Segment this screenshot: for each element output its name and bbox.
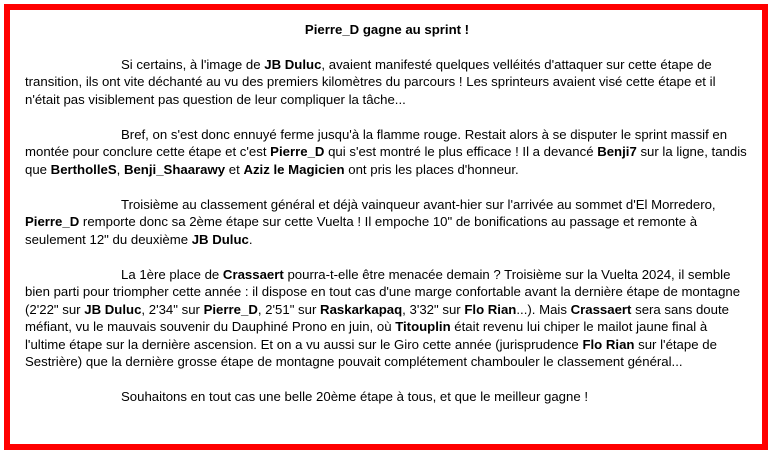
rider-name: Raskarkapaq [320,301,403,317]
rider-name: JB Duluc [191,231,249,247]
rider-name: Flo Rian [464,301,517,317]
rider-name: Benji7 [597,144,637,159]
rider-name: Titouplin [395,319,451,334]
rider-name: BerthollеS [50,161,117,177]
article-paragraph [25,56,749,109]
article-body [25,21,749,423]
rider-name: Flo Rian [582,336,635,352]
paragraph-text: et [225,161,244,177]
rider-name: JB Duluc [264,56,322,72]
paragraph-text: , 2'51" sur [257,301,321,317]
paragraph-text: sera sans doute méfiant, vu le mauvais souvenir du Dauphiné Prono en juin, où [25,301,729,334]
paragraph-text: La 1ère place de [121,266,223,282]
paragraph-text: Troisième au classement général et déjà vainqueur avant-hier sur l'arrivée au sommet d'El Morredero, [121,196,716,212]
rider-name: Benji_Shaarawy [123,161,226,177]
rider-name: JB Duluc [84,301,142,317]
rider-name: Pierre_D [203,301,258,317]
article-paragraph [25,388,749,406]
paragraph-text: ont pris les places d'honneur. [344,161,519,177]
paragraph-text: remporte donc sa 2ème étape sur cette Vuelta ! Il empoche 10" de bonifications au passage et remonte à seulement 12" du deuxième [25,214,698,247]
rider-name: Crassaert [570,301,632,317]
rider-name: Pierre_D [25,214,80,229]
paragraph-text: Souhaitons en tout cas une belle 20ème étape à tous, et que le meilleur gagne ! [121,389,589,404]
paragraph-text: pourra-t-elle être menacée demain ? Troisième sur la Vuelta 2024, il semble bien parti pour triompher cette année : il dispose en tout cas d'une marge confortable avant la dernière étape de montagne (2'22" sur [25,266,741,317]
paragraph-text: qui s'est montré le plus efficace ! Il a devancé [324,144,598,159]
article-paragraphs [25,56,749,406]
article-paragraph [25,196,749,249]
article-paragraph [25,266,749,371]
rider-name: Crassaert [222,266,284,282]
paragraph-text: sur la ligne, tandis que [25,144,747,177]
article-paragraph [25,126,749,179]
paragraph-text: . [248,231,253,247]
rider-name: Pierre_D [270,144,325,159]
paragraph-text: Si certains, à l'image de [121,56,265,72]
article-frame [4,4,768,450]
paragraph-text: Bref, on s'est donc ennuyé ferme jusqu'à la flamme rouge. Restait alors à se disputer le sprint massif en montée pour conclure cette étape et c'est [25,126,728,159]
paragraph-text: , avaient manifesté quelques velléités d'attaquer sur cette étape de transition, ils ont vite déchanté au vu des premiers kilomètres du parcours ! Les sprinteurs avaient visé cette étape et il n'était pas visiblement pas question de leur compliquer la tâche... [25,56,716,107]
paragraph-text: ...). Mais [516,301,571,317]
paragraph-text: était revenu lui chiper le mailot jaune final à l'ultime étape sur la dernière ascension. Et on a vu aussi sur le Giro cette année (jurisprudence [25,319,708,352]
article-title: Pierre_D gagne au sprint ! [304,22,470,37]
paragraph-text: , 2'34" sur [141,301,204,317]
paragraph-text: sur l'étape de Sestrière) que la dernière grosse étape de montagne pouvait complétement chambouler le classement général... [25,336,717,369]
rider-name: Aziz le Magicien [243,161,345,177]
paragraph-text: , [116,161,124,177]
paragraph-text: , 3'32" sur [402,301,465,317]
